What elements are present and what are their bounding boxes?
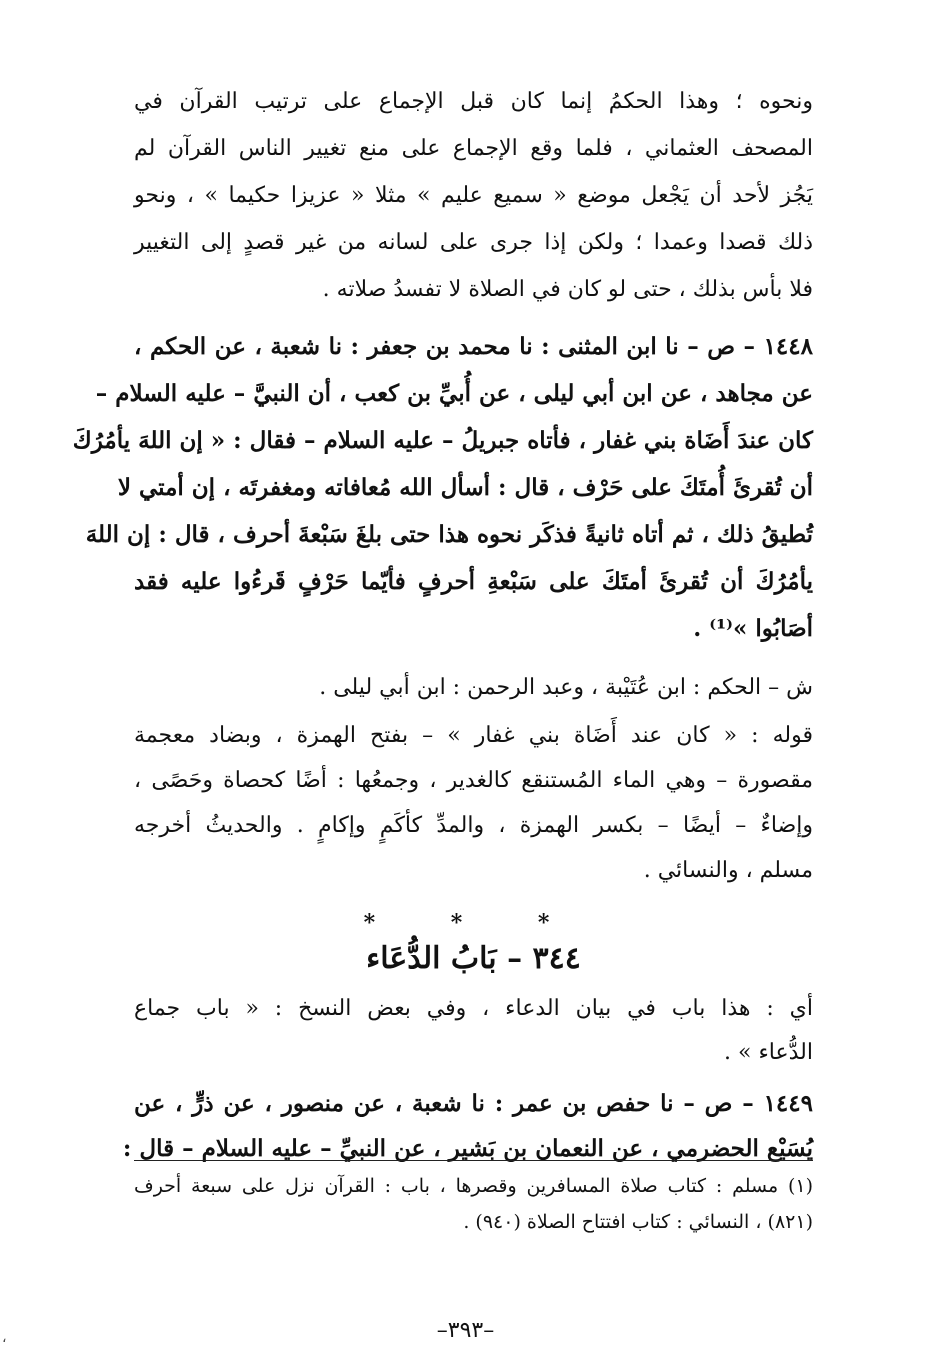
text-line: وإضاءٌ – أيضًا – بكسر الهمزة ، والمدِّ كأكَمٍ وإكامٍ . والحديثُ أخرجه (134, 813, 813, 838)
text-line: يأمُرُكَ أن تُقرئَ أمتَكَ على سَبْعةِ أحرفٍ فأيّما حَرْفٍ قَرءُوا عليه فقد (134, 568, 813, 595)
text-line: عن مجاهد ، عن ابن أبي ليلى ، عن أُبيِّ بن كعب ، أن النبيَّ – عليه السلام – (95, 380, 813, 407)
text-line: قوله : « كان عند أَضَاة بني غفار » – بفتح الهمزة ، وبضاد معجمة (134, 723, 813, 748)
sharh-text: ش – الحكم : ابن عُتَيْبة ، وعبد الرحمن : ابن أبي ليلى . (319, 675, 813, 700)
qawluh-paragraph (134, 713, 813, 893)
text-line: الدُّعاء » . (724, 1040, 813, 1065)
commentary-paragraph (134, 78, 813, 313)
sharh-paragraph (134, 664, 813, 711)
text-line: ١٤٤٨ – ص – نا ابن المثنى : نا محمد بن جعفر : نا شعبة ، عن الحكم ، (134, 333, 813, 360)
margin-mark: ، (2, 1330, 7, 1346)
page-number: –٣٩٣– (436, 1318, 495, 1343)
footnote-line: (١) مسلم : كتاب صلاة المسافرين وقصرها ، باب : القرآن نزل على سبعة أحرف (134, 1175, 813, 1197)
text-line: يُسَيْع الحضرمي ، عن النعمان بن بَشير ، عن النبيِّ – عليه السلام – قال : (122, 1135, 813, 1162)
section-separator: * * * (363, 910, 584, 936)
footnote-line: (٨٢١) ، النسائي : كتاب افتتاح الصلاة (٩٤٠) . (463, 1211, 813, 1233)
text-line: تُطيقُ ذلك ، ثم أتاه ثانيةً فذكَر نحوه هذا حتى بلغَ سَبْعةَ أحرف ، قال : إن اللهَ (85, 521, 813, 548)
text-line: يَجُز لأحد أن يَجْعل موضع « سميع عليم » مثلا « عزيزا حكيما » ، ونحو (134, 183, 813, 208)
text-line: أن تُقرئَ أُمتَكَ على حَرْف ، قال : أسأل الله مُعافاته ومغفرتَه ، إن أمتي لا (117, 474, 813, 501)
page-body (72, 78, 813, 1171)
text-line: كان عندَ أَضَاة بني غفار ، فأتاه جبريلُ – عليه السلام – فقال : « إن اللهَ يأمُرُكَ (72, 427, 813, 454)
text-line: أصَابُوا »⁽¹⁾ . (693, 615, 813, 642)
text-line: ذلك قصدا وعمدا ؛ ولكن إذا جرى على لسانه من غير قصدٍ إلى التغيير (134, 230, 813, 255)
text-line: ونحوه ؛ وهذا الحكمُ إنما كان قبل الإجماع على ترتيب القرآن في (134, 89, 813, 114)
footnote-divider (134, 1160, 813, 1161)
text-line: المصحف العثماني ، فلما وقع الإجماع على منع تغيير الناس القرآن لم (134, 136, 813, 161)
hadith-1449 (122, 1081, 813, 1171)
text-line: مسلم ، والنسائي . (643, 858, 813, 883)
text-line: مقصورة – وهي الماء المُستنقع كالغدير ، وجمعُها : أضًا كحصاة وحَصًى ، (134, 768, 813, 793)
hadith-1448 (72, 323, 813, 652)
text-line: أي : هذا باب في بيان الدعاء ، وفي بعض النسخ : « باب جماع (134, 996, 813, 1021)
chapter-title: ٣٤٤ – بَابُ الدُّعَاء (366, 941, 581, 976)
text-line: ١٤٤٩ – ص – نا حفص بن عمر : نا شعبة ، عن منصور ، عن ذرٍّ ، عن (134, 1090, 813, 1117)
footnotes (134, 1168, 813, 1240)
chapter-intro-paragraph (134, 987, 813, 1075)
text-line: فلا بأس بذلك ، حتى لو كان في الصلاة لا تفسدُ صلاته . (322, 277, 813, 302)
